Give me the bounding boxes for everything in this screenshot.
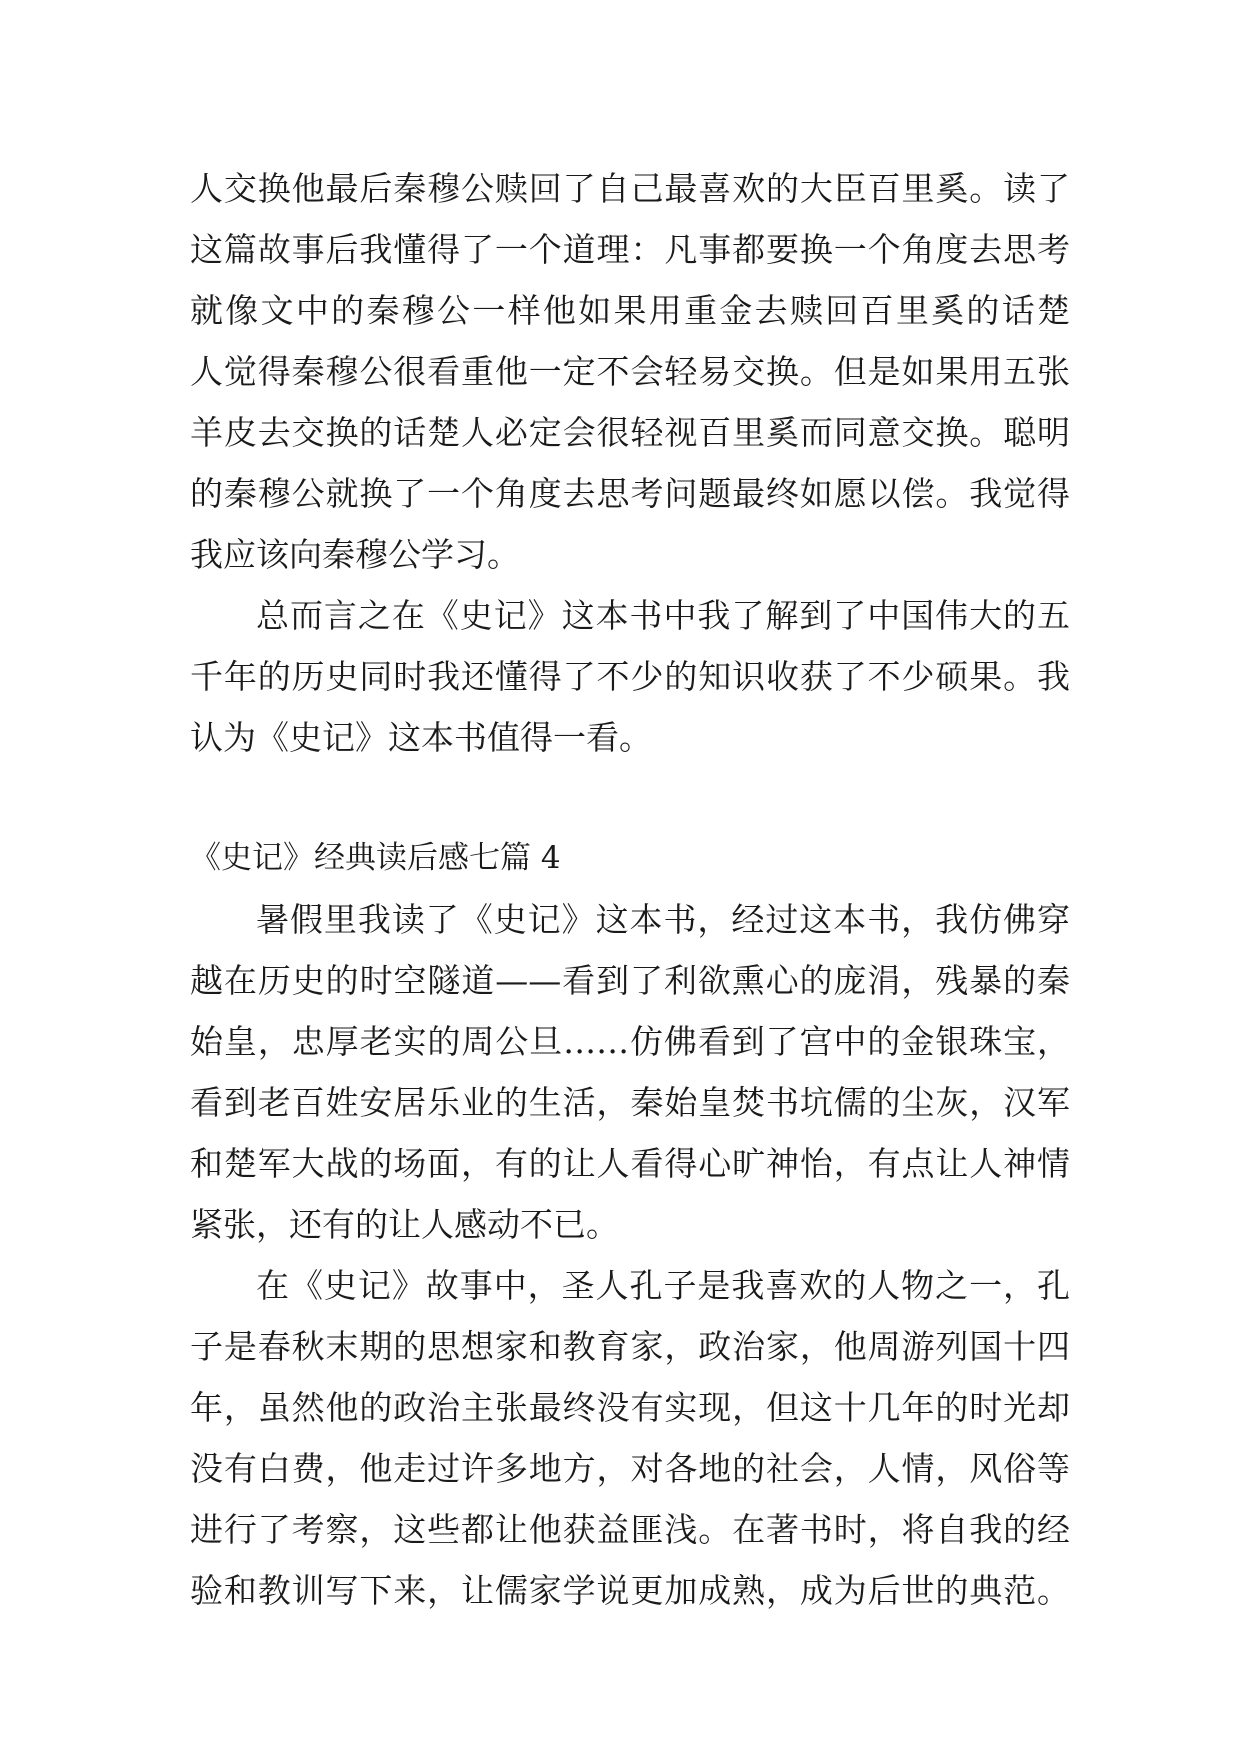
text-line: 子是春秋末期的思想家和教育家，政治家，他周游列国十四 xyxy=(190,1327,1070,1366)
text-line: 始皇，忠厚老实的周公旦……仿佛看到了宫中的金银珠宝， xyxy=(190,1022,1070,1061)
paragraph-summer-reading xyxy=(190,889,1070,1255)
text-line: 羊皮去交换的话楚人必定会很轻视百里奚而同意交换。聪明 xyxy=(190,413,1070,452)
document-page xyxy=(190,158,1070,1621)
text-line: 和楚军大战的场面，有的让人看得心旷神怡，有点让人神情 xyxy=(190,1144,1070,1183)
paragraph-conclusion xyxy=(190,585,1070,768)
text-line: 看到老百姓安居乐业的生活，秦始皇焚书坑儒的尘灰，汉军 xyxy=(190,1083,1070,1122)
text-line: 千年的历史同时我还懂得了不少的知识收获了不少硕果。我 xyxy=(190,657,1070,696)
text-line: 年，虽然他的政治主张最终没有实现，但这十几年的时光却 xyxy=(190,1388,1070,1427)
text-line: 这篇故事后我懂得了一个道理：凡事都要换一个角度去思考 xyxy=(190,230,1070,269)
paragraph-confucius xyxy=(190,1255,1070,1621)
section-heading: 《史记》经典读后感七篇 4 xyxy=(190,840,561,876)
text-line: 越在历史的时空隧道——看到了利欲熏心的庞涓，残暴的秦 xyxy=(190,961,1070,1000)
text-line: 我应该向秦穆公学习。 xyxy=(190,535,520,574)
text-line: 进行了考察，这些都让他获益匪浅。在著书时，将自我的经 xyxy=(190,1510,1070,1549)
text-line: 总而言之在《史记》这本书中我了解到了中国伟大的五 xyxy=(256,596,1070,635)
text-line: 认为《史记》这本书值得一看。 xyxy=(190,718,652,757)
text-line: 在《史记》故事中，圣人孔子是我喜欢的人物之一，孔 xyxy=(256,1266,1070,1305)
text-line: 验和教训写下来，让儒家学说更加成熟，成为后世的典范。 xyxy=(190,1571,1070,1610)
text-line: 人觉得秦穆公很看重他一定不会轻易交换。但是如果用五张 xyxy=(190,352,1070,391)
text-line: 人交换他最后秦穆公赎回了自己最喜欢的大臣百里奚。读了 xyxy=(190,169,1070,208)
section-gap xyxy=(190,768,1070,828)
paragraph-qin-mugong-continued xyxy=(190,158,1070,585)
text-line: 暑假里我读了《史记》这本书，经过这本书，我仿佛穿 xyxy=(256,900,1070,939)
text-line: 就像文中的秦穆公一样他如果用重金去赎回百里奚的话楚 xyxy=(190,291,1070,330)
text-line: 紧张，还有的让人感动不已。 xyxy=(190,1205,619,1244)
text-line: 的秦穆公就换了一个角度去思考问题最终如愿以偿。我觉得 xyxy=(190,474,1070,513)
text-line: 没有白费，他走过许多地方，对各地的社会，人情，风俗等 xyxy=(190,1449,1070,1488)
